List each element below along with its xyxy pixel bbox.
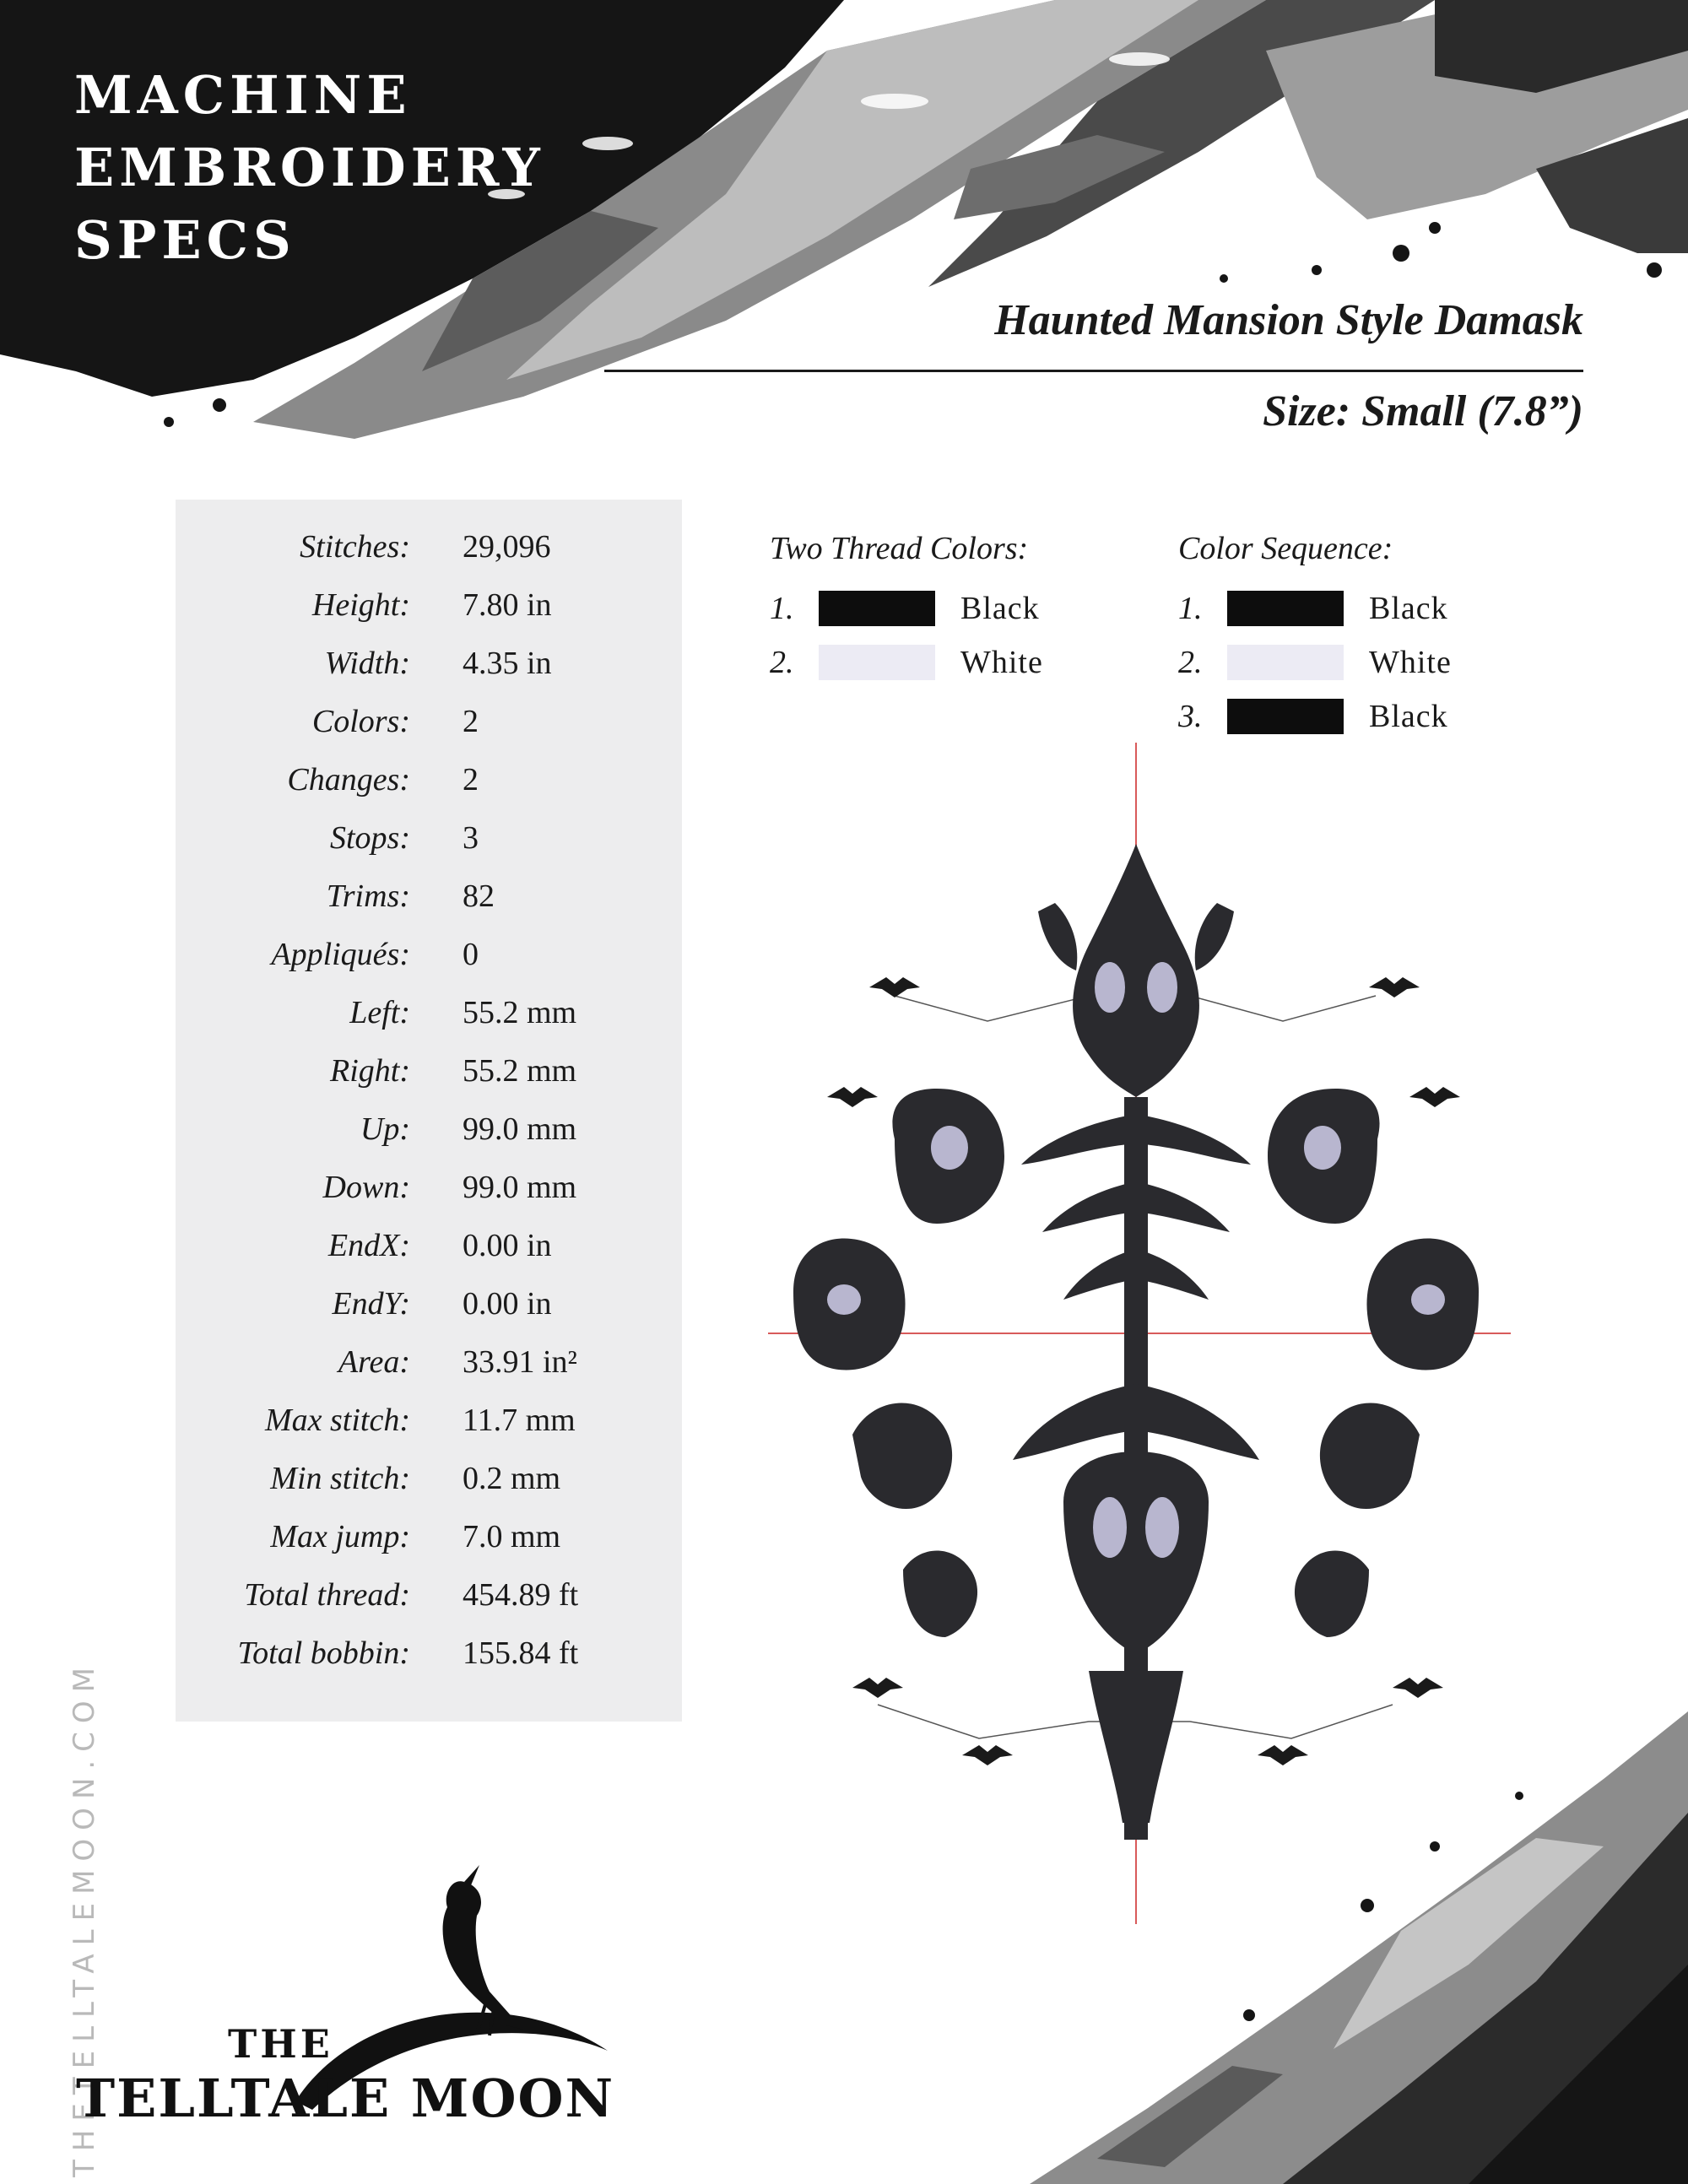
spec-row [176, 809, 682, 868]
spec-value: 82 [463, 878, 495, 914]
color-swatch [819, 645, 935, 680]
color-sequence-heading: Color Sequence: [1178, 531, 1393, 566]
spec-label: Area: [338, 1344, 410, 1380]
spec-row [176, 1159, 682, 1217]
spec-row [176, 635, 682, 693]
spec-value: 0.2 mm [463, 1461, 561, 1496]
spec-value: 3 [463, 820, 479, 856]
spec-value: 29,096 [463, 529, 551, 565]
spec-label: Right: [330, 1053, 410, 1089]
spec-label: Left: [349, 995, 410, 1030]
spec-label: Width: [324, 646, 410, 681]
spec-value: 99.0 mm [463, 1170, 577, 1205]
color-name: Black [960, 591, 1040, 626]
spec-value: 2 [463, 762, 479, 797]
color-name: Black [1369, 699, 1448, 734]
spec-value: 4.35 in [463, 646, 552, 681]
color-swatch [1227, 591, 1344, 626]
telltale-moon-logo [68, 1857, 726, 2143]
color-number: 2. [770, 645, 794, 680]
title-divider [604, 370, 1583, 372]
spec-label: Max jump: [270, 1519, 410, 1554]
spec-row [176, 751, 682, 809]
spec-label: Min stitch: [270, 1461, 410, 1496]
spec-row [176, 576, 682, 635]
specs-panel [176, 500, 682, 1722]
spec-row [176, 868, 682, 926]
spec-row [176, 518, 682, 576]
spec-label: Height: [311, 587, 410, 623]
spec-value: 11.7 mm [463, 1403, 576, 1438]
spec-row [176, 1042, 682, 1100]
website-url-vertical: THETELLTALEMOON.COM [68, 1658, 101, 2177]
color-swatch [819, 591, 935, 626]
spec-row [176, 1392, 682, 1450]
spec-label: Down: [322, 1170, 410, 1205]
spec-label: Total thread: [244, 1577, 410, 1613]
color-number: 1. [1178, 591, 1203, 626]
logo-text-name: TELLTALE MOON [76, 2068, 615, 2129]
spec-row [176, 1275, 682, 1333]
thread-colors-heading: Two Thread Colors: [770, 531, 1029, 566]
spec-row [176, 926, 682, 984]
color-number: 3. [1178, 699, 1203, 734]
spec-label: Stitches: [300, 529, 410, 565]
design-size: Size: Small (7.8”) [1263, 387, 1583, 435]
spec-label: Max stitch: [264, 1403, 410, 1438]
spec-value: 7.80 in [463, 587, 552, 623]
spec-value: 7.0 mm [463, 1519, 561, 1554]
spec-value: 454.89 ft [463, 1577, 579, 1613]
spec-label: EndY: [332, 1286, 410, 1322]
spec-row [176, 1450, 682, 1508]
header-title-line: MACHINE [74, 64, 412, 126]
color-row [770, 643, 1124, 682]
spec-value: 0.00 in [463, 1286, 552, 1322]
spec-value: 0 [463, 937, 479, 972]
color-swatch [1227, 645, 1344, 680]
color-row [1178, 643, 1533, 682]
spec-label: Colors: [311, 704, 410, 739]
spec-row [176, 984, 682, 1042]
color-row [1178, 589, 1533, 628]
spec-row [176, 1566, 682, 1624]
spec-row [176, 1100, 682, 1159]
color-number: 1. [770, 591, 794, 626]
spec-value: 155.84 ft [463, 1635, 579, 1671]
spec-label: EndX: [327, 1228, 410, 1263]
spec-label: Total bobbin: [237, 1635, 410, 1671]
logo-text-the: THE [228, 2021, 333, 2067]
spec-label: Appliqués: [271, 937, 410, 972]
spec-row [176, 1333, 682, 1392]
color-swatch [1227, 699, 1344, 734]
spec-value: 33.91 in² [463, 1344, 577, 1380]
color-name: White [1369, 645, 1452, 680]
color-name: White [960, 645, 1043, 680]
color-row [1178, 697, 1533, 736]
spec-label: Up: [360, 1111, 410, 1147]
header-title-line: SPECS [74, 209, 296, 271]
thread-colors-block [770, 530, 1141, 699]
grunge-footer-background [928, 1711, 1688, 2184]
spec-value: 55.2 mm [463, 1053, 577, 1089]
color-sequence-block [1178, 530, 1550, 749]
spec-label: Stops: [330, 820, 410, 856]
spec-row [176, 1624, 682, 1683]
header-title-line: EMBROIDERY [74, 137, 545, 198]
spec-label: Trims: [326, 878, 410, 914]
color-row [770, 589, 1124, 628]
spec-label: Changes: [287, 762, 410, 797]
spec-value: 55.2 mm [463, 995, 577, 1030]
design-title: Haunted Mansion Style Damask [994, 296, 1583, 344]
spec-value: 2 [463, 704, 479, 739]
spec-value: 99.0 mm [463, 1111, 577, 1147]
spec-value: 0.00 in [463, 1228, 552, 1263]
spec-row [176, 1508, 682, 1566]
header-title [74, 59, 545, 277]
color-name: Black [1369, 591, 1448, 626]
color-number: 2. [1178, 645, 1203, 680]
spec-row [176, 1217, 682, 1275]
spec-row [176, 693, 682, 751]
